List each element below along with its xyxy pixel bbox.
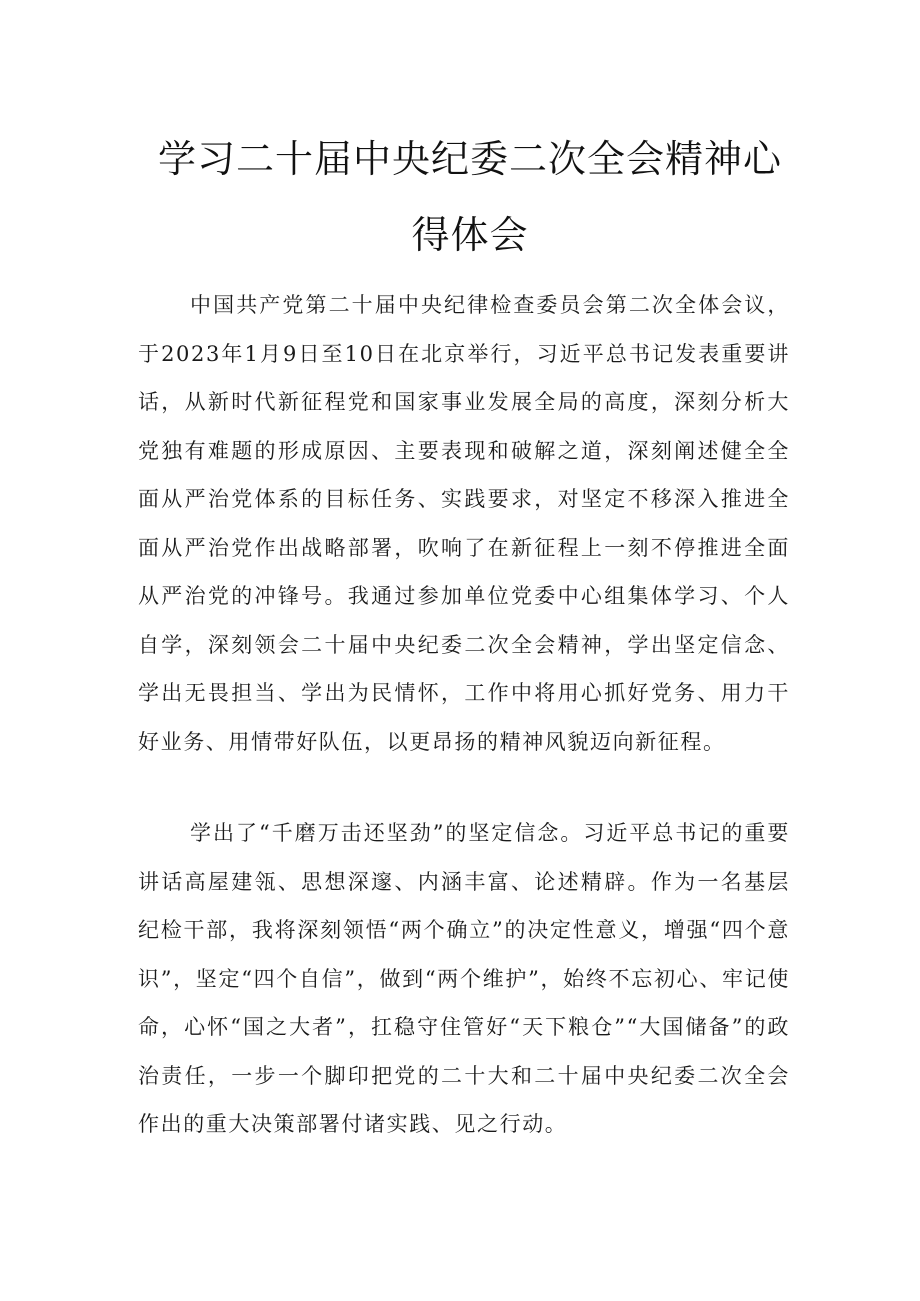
document-title: 学习二十届中央纪委二次全会精神心得体会	[157, 137, 782, 257]
paragraph-intro: 中国共产党第二十届中央纪律检查委员会第二次全体会议，于2023年1月9日至10日在北京举行，习近平总书记发表重要讲话，从新时代新征程党和国家事业发展全局的高度，深刻分析大党独有难题的形成原因、主要表现和破解之道，深刻阐述健全全面从严治党体系的目标任务、实践要求，对坚定不移深入推进全面从严治党作出战略部署，吹响了在新征程上一刻不停推进全面从严治党的冲锋号。我通过参加单位党委中心组集体学习、个人自学，深刻领会二十届中央纪委二次全会精神，学出坚定信念、学出无畏担当、学出为民情怀，工作中将用心抓好党务、用力干好业务、用情带好队伍，以更昂扬的精神风貌迈向新征程。	[138, 293, 790, 754]
paragraph-belief: 学出了“千磨万击还坚劲”的坚定信念。习近平总书记的重要讲话高屋建瓴、思想深邃、内涵丰富、论述精辟。作为一名基层纪检干部，我将深刻领悟“两个确立”的决定性意义，增强“四个意识”，坚定“四个自信”，做到“两个维护”，始终不忘初心、牢记使命，心怀“国之大者”，扛稳守住管好“天下粮仓”“大国储备”的政治责任，一步一个脚印把党的二十大和二十届中央纪委二次全会作出的重大决策部署付诸实践、见之行动。	[138, 821, 790, 1136]
